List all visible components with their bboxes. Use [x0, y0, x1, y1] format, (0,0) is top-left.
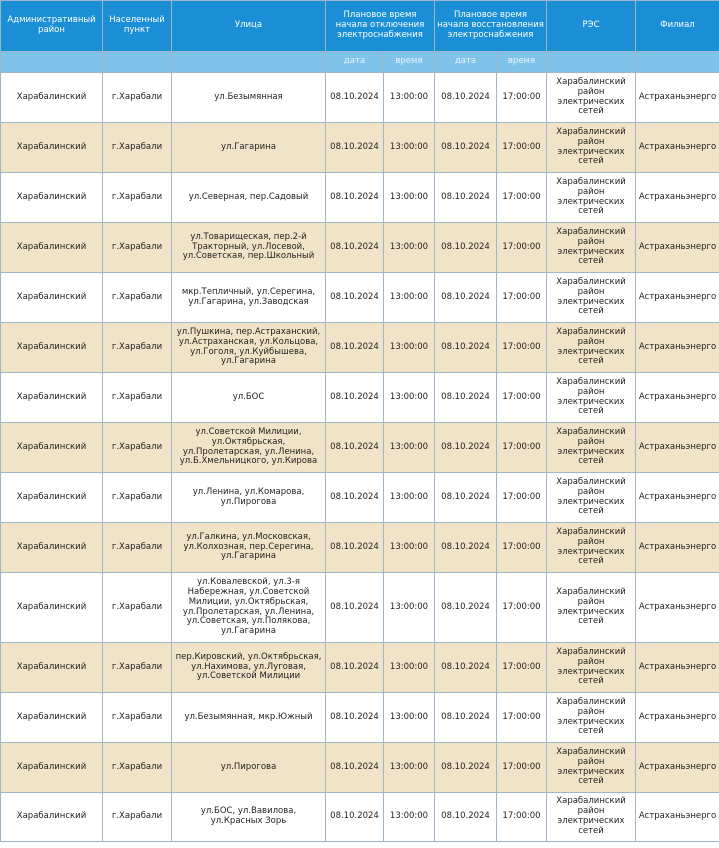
cell-res: Харабалинский район электрических сетей — [547, 373, 636, 423]
cell-off-date: 08.10.2024 — [326, 743, 384, 793]
cell-street: мкр.Тепличный, ул.Серегина, ул.Гагарина, ул.Заводская — [172, 273, 326, 323]
cell-branch: Астраханьэнерго — [636, 473, 719, 523]
cell-branch: Астраханьэнерго — [636, 123, 719, 173]
cell-off-time: 13:00:00 — [384, 323, 435, 373]
cell-on-time: 17:00:00 — [497, 73, 547, 123]
cell-locality: г.Харабали — [103, 793, 172, 842]
cell-off-date: 08.10.2024 — [326, 373, 384, 423]
cell-res: Харабалинский район электрических сетей — [547, 693, 636, 743]
table-row — [1, 573, 719, 643]
cell-street: пер.Кировский, ул.Октябрьская, ул.Нахимова, ул.Луговая, ул.Советской Милиции — [172, 643, 326, 693]
cell-off-time: 13:00:00 — [384, 643, 435, 693]
cell-off-date: 08.10.2024 — [326, 173, 384, 223]
cell-off-time: 13:00:00 — [384, 373, 435, 423]
cell-branch: Астраханьэнерго — [636, 643, 719, 693]
cell-res: Харабалинский район электрических сетей — [547, 523, 636, 573]
cell-on-date: 08.10.2024 — [435, 573, 497, 643]
cell-locality: г.Харабали — [103, 323, 172, 373]
cell-on-time: 17:00:00 — [497, 523, 547, 573]
cell-district: Харабалинский — [1, 473, 103, 523]
cell-on-date: 08.10.2024 — [435, 693, 497, 743]
cell-off-date: 08.10.2024 — [326, 423, 384, 473]
cell-locality: г.Харабали — [103, 73, 172, 123]
cell-locality: г.Харабали — [103, 223, 172, 273]
cell-off-date: 08.10.2024 — [326, 473, 384, 523]
cell-res: Харабалинский район электрических сетей — [547, 473, 636, 523]
cell-off-time: 13:00:00 — [384, 123, 435, 173]
cell-on-date: 08.10.2024 — [435, 423, 497, 473]
cell-branch: Астраханьэнерго — [636, 573, 719, 643]
header-res: РЭС — [547, 1, 636, 52]
cell-off-date: 08.10.2024 — [326, 323, 384, 373]
cell-off-time: 13:00:00 — [384, 423, 435, 473]
cell-street: ул.Ленина, ул.Комарова, ул.Пирогова — [172, 473, 326, 523]
cell-branch: Астраханьэнерго — [636, 523, 719, 573]
cell-district: Харабалинский — [1, 693, 103, 743]
subheader-empty — [103, 52, 172, 73]
cell-on-time: 17:00:00 — [497, 743, 547, 793]
cell-branch: Астраханьэнерго — [636, 693, 719, 743]
cell-branch: Астраханьэнерго — [636, 743, 719, 793]
cell-off-time: 13:00:00 — [384, 273, 435, 323]
cell-off-time: 13:00:00 — [384, 693, 435, 743]
cell-on-date: 08.10.2024 — [435, 273, 497, 323]
cell-on-time: 17:00:00 — [497, 373, 547, 423]
cell-street: ул.Безымянная, мкр.Южный — [172, 693, 326, 743]
cell-res: Харабалинский район электрических сетей — [547, 223, 636, 273]
cell-street: ул.Пушкина, пер.Астраханский, ул.Астраханская, ул.Кольцова, ул.Гоголя, ул.Куйбышева, ул.Гагарина — [172, 323, 326, 373]
subheader-off-time: время — [384, 52, 435, 73]
table-row — [1, 173, 719, 223]
cell-on-date: 08.10.2024 — [435, 73, 497, 123]
cell-on-date: 08.10.2024 — [435, 123, 497, 173]
table-row — [1, 693, 719, 743]
table-row — [1, 323, 719, 373]
cell-res: Харабалинский район электрических сетей — [547, 793, 636, 842]
cell-on-time: 17:00:00 — [497, 323, 547, 373]
table-row — [1, 643, 719, 693]
cell-on-date: 08.10.2024 — [435, 793, 497, 842]
table-row — [1, 423, 719, 473]
subheader-empty — [172, 52, 326, 73]
cell-branch: Астраханьэнерго — [636, 273, 719, 323]
cell-street: ул.Советской Милиции, ул.Октябрьская, ул.Пролетарская, ул.Ленина, ул.Б.Хмельницкого, ул.Кирова — [172, 423, 326, 473]
cell-branch: Астраханьэнерго — [636, 373, 719, 423]
cell-locality: г.Харабали — [103, 123, 172, 173]
table-row — [1, 223, 719, 273]
cell-off-date: 08.10.2024 — [326, 693, 384, 743]
cell-street: ул.БОС, ул.Вавилова, ул.Красных Зорь — [172, 793, 326, 842]
cell-street: ул.Северная, пер.Садовый — [172, 173, 326, 223]
cell-district: Харабалинский — [1, 173, 103, 223]
cell-on-time: 17:00:00 — [497, 473, 547, 523]
table-row — [1, 473, 719, 523]
header-street: Улица — [172, 1, 326, 52]
subheader-empty — [1, 52, 103, 73]
cell-on-time: 17:00:00 — [497, 573, 547, 643]
cell-street: ул.Товарищеская, пер.2-й Тракторный, ул.Лосевой, ул.Советская, пер.Школьный — [172, 223, 326, 273]
cell-res: Харабалинский район электрических сетей — [547, 173, 636, 223]
cell-district: Харабалинский — [1, 743, 103, 793]
table-row — [1, 743, 719, 793]
cell-on-time: 17:00:00 — [497, 273, 547, 323]
cell-off-time: 13:00:00 — [384, 573, 435, 643]
cell-off-date: 08.10.2024 — [326, 523, 384, 573]
cell-branch: Астраханьэнерго — [636, 793, 719, 842]
cell-locality: г.Харабали — [103, 473, 172, 523]
cell-on-time: 17:00:00 — [497, 223, 547, 273]
cell-res: Харабалинский район электрических сетей — [547, 743, 636, 793]
cell-on-date: 08.10.2024 — [435, 643, 497, 693]
cell-district: Харабалинский — [1, 793, 103, 842]
cell-district: Харабалинский — [1, 423, 103, 473]
cell-locality: г.Харабали — [103, 743, 172, 793]
cell-res: Харабалинский район электрических сетей — [547, 573, 636, 643]
cell-res: Харабалинский район электрических сетей — [547, 273, 636, 323]
cell-off-time: 13:00:00 — [384, 523, 435, 573]
cell-district: Харабалинский — [1, 273, 103, 323]
cell-on-time: 17:00:00 — [497, 643, 547, 693]
cell-on-date: 08.10.2024 — [435, 323, 497, 373]
header-off-time: Плановое время начала отключения электроснабжения — [326, 1, 435, 52]
cell-on-date: 08.10.2024 — [435, 523, 497, 573]
table-row — [1, 123, 719, 173]
cell-locality: г.Харабали — [103, 693, 172, 743]
cell-off-date: 08.10.2024 — [326, 123, 384, 173]
header-branch: Филиал — [636, 1, 719, 52]
cell-off-date: 08.10.2024 — [326, 223, 384, 273]
cell-on-time: 17:00:00 — [497, 173, 547, 223]
cell-res: Харабалинский район электрических сетей — [547, 643, 636, 693]
cell-off-time: 13:00:00 — [384, 73, 435, 123]
cell-branch: Астраханьэнерго — [636, 223, 719, 273]
cell-district: Харабалинский — [1, 523, 103, 573]
cell-off-time: 13:00:00 — [384, 743, 435, 793]
cell-street: ул.Гагарина — [172, 123, 326, 173]
cell-district: Харабалинский — [1, 123, 103, 173]
cell-on-date: 08.10.2024 — [435, 173, 497, 223]
cell-street: ул.Ковалевской, ул.3-я Набережная, ул.Советской Милиции, ул.Октябрьская, ул.Пролетарская, ул.Ленина, ул.Советская, ул.Полякова, ул.Гагарина — [172, 573, 326, 643]
subheader-empty — [547, 52, 636, 73]
table-row — [1, 273, 719, 323]
cell-off-date: 08.10.2024 — [326, 73, 384, 123]
cell-off-date: 08.10.2024 — [326, 573, 384, 643]
cell-res: Харабалинский район электрических сетей — [547, 423, 636, 473]
cell-locality: г.Харабали — [103, 573, 172, 643]
cell-district: Харабалинский — [1, 643, 103, 693]
subheader-on-date: дата — [435, 52, 497, 73]
cell-off-time: 13:00:00 — [384, 793, 435, 842]
cell-locality: г.Харабали — [103, 273, 172, 323]
cell-on-date: 08.10.2024 — [435, 473, 497, 523]
header-district: Административный район — [1, 1, 103, 52]
table-body — [1, 73, 719, 842]
header-locality: Населенный пункт — [103, 1, 172, 52]
cell-street: ул.Безымянная — [172, 73, 326, 123]
table-row — [1, 793, 719, 842]
cell-district: Харабалинский — [1, 223, 103, 273]
cell-off-time: 13:00:00 — [384, 473, 435, 523]
table-row — [1, 373, 719, 423]
cell-locality: г.Харабали — [103, 423, 172, 473]
cell-street: ул.БОС — [172, 373, 326, 423]
cell-on-time: 17:00:00 — [497, 793, 547, 842]
cell-street: ул.Галкина, ул.Московская, ул.Колхозная, пер.Серегина, ул.Гагарина — [172, 523, 326, 573]
cell-off-time: 13:00:00 — [384, 173, 435, 223]
cell-district: Харабалинский — [1, 323, 103, 373]
cell-on-date: 08.10.2024 — [435, 223, 497, 273]
cell-district: Харабалинский — [1, 373, 103, 423]
cell-district: Харабалинский — [1, 73, 103, 123]
cell-branch: Астраханьэнерго — [636, 323, 719, 373]
cell-locality: г.Харабали — [103, 173, 172, 223]
table-header — [1, 1, 719, 73]
cell-off-date: 08.10.2024 — [326, 273, 384, 323]
cell-on-time: 17:00:00 — [497, 123, 547, 173]
cell-district: Харабалинский — [1, 573, 103, 643]
cell-street: ул.Пирогова — [172, 743, 326, 793]
subheader-off-date: дата — [326, 52, 384, 73]
cell-on-time: 17:00:00 — [497, 423, 547, 473]
cell-branch: Астраханьэнерго — [636, 173, 719, 223]
subheader-empty — [636, 52, 719, 73]
cell-on-date: 08.10.2024 — [435, 743, 497, 793]
cell-res: Харабалинский район электрических сетей — [547, 323, 636, 373]
cell-off-date: 08.10.2024 — [326, 643, 384, 693]
table-row — [1, 523, 719, 573]
cell-locality: г.Харабали — [103, 523, 172, 573]
cell-locality: г.Харабали — [103, 643, 172, 693]
cell-res: Харабалинский район электрических сетей — [547, 123, 636, 173]
table-row — [1, 73, 719, 123]
cell-on-date: 08.10.2024 — [435, 373, 497, 423]
cell-res: Харабалинский район электрических сетей — [547, 73, 636, 123]
subheader-on-time: время — [497, 52, 547, 73]
cell-on-time: 17:00:00 — [497, 693, 547, 743]
header-restore-time: Плановое время начала восстановления электроснабжения — [435, 1, 547, 52]
cell-branch: Астраханьэнерго — [636, 423, 719, 473]
cell-branch: Астраханьэнерго — [636, 73, 719, 123]
cell-off-time: 13:00:00 — [384, 223, 435, 273]
cell-off-date: 08.10.2024 — [326, 793, 384, 842]
cell-locality: г.Харабали — [103, 373, 172, 423]
